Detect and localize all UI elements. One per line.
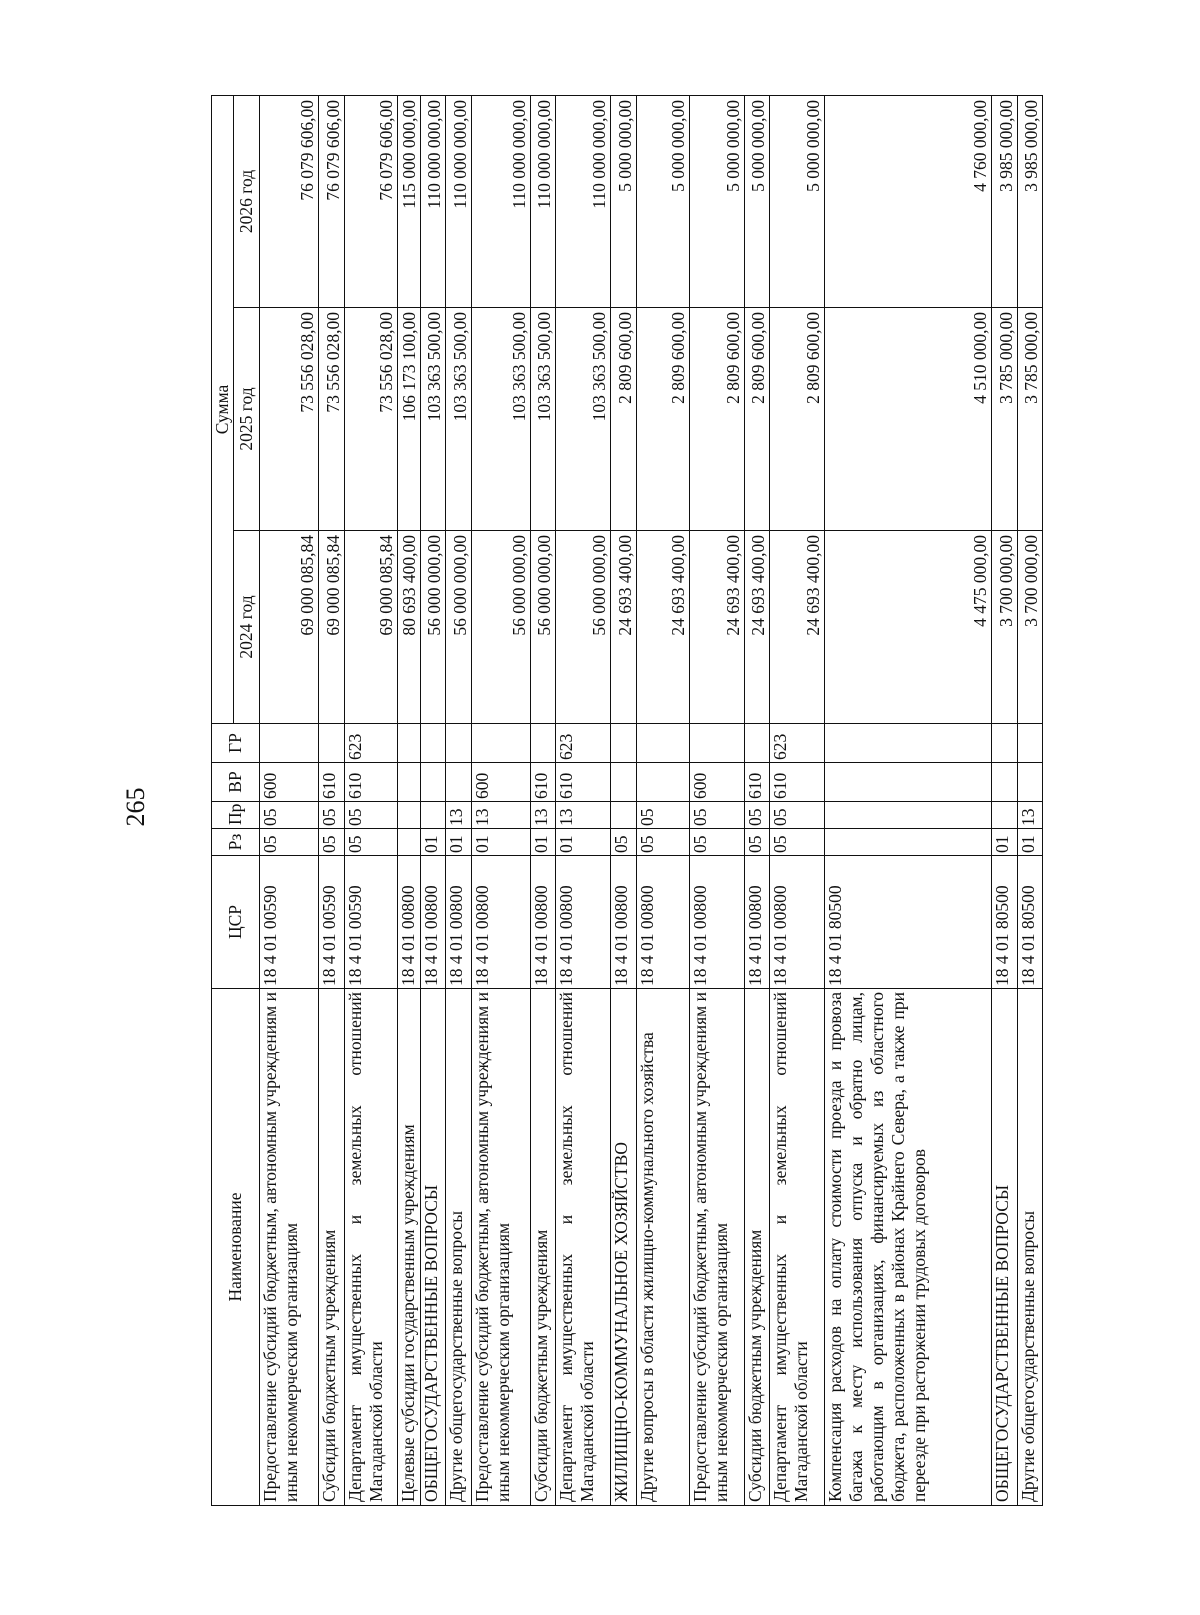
row-vr: 610 <box>556 763 611 802</box>
row-pr: 05 <box>319 802 344 829</box>
row-csr: 18 4 01 00800 <box>446 856 471 989</box>
row-pr: 05 <box>744 802 769 829</box>
row-2025: 103 363 500,00 <box>420 308 445 531</box>
header-rz: Рз <box>212 829 260 856</box>
row-name: Департамент имущественных и земельных отношений Магаданской области <box>344 989 397 1506</box>
row-2026: 110 000 000,00 <box>471 95 530 307</box>
row-2025: 3 785 000,00 <box>1017 308 1043 531</box>
row-pr <box>420 802 445 829</box>
row-2024: 4 475 000,00 <box>824 531 991 724</box>
row-2025: 2 809 600,00 <box>636 308 689 531</box>
row-vr: 610 <box>530 763 555 802</box>
table-row <box>319 95 344 1505</box>
header-csr: ЦСР <box>212 856 260 989</box>
row-2024: 24 693 400,00 <box>689 531 744 724</box>
row-2024: 56 000 000,00 <box>420 531 445 724</box>
row-2025: 73 556 028,00 <box>319 308 344 531</box>
row-rz: 01 <box>530 829 555 856</box>
table-row <box>992 95 1017 1505</box>
row-rz: 01 <box>556 829 611 856</box>
row-2025: 2 809 600,00 <box>769 308 824 531</box>
row-gr <box>420 724 445 763</box>
row-csr: 18 4 01 00590 <box>319 856 344 989</box>
row-vr <box>1017 763 1043 802</box>
row-rz: 05 <box>319 829 344 856</box>
row-csr: 18 4 01 00800 <box>769 856 824 989</box>
page-number: 265 <box>121 787 150 827</box>
row-2025: 3 785 000,00 <box>992 308 1017 531</box>
row-2024: 24 693 400,00 <box>636 531 689 724</box>
header-2024: 2024 год <box>234 531 260 724</box>
row-2024: 24 693 400,00 <box>744 531 769 724</box>
table-body <box>260 95 1043 1505</box>
row-rz <box>397 829 420 856</box>
table-row <box>420 95 445 1505</box>
row-csr: 18 4 01 00590 <box>260 856 319 989</box>
header-2026: 2026 год <box>234 95 260 307</box>
row-vr <box>636 763 689 802</box>
row-2025: 103 363 500,00 <box>471 308 530 531</box>
row-name: Департамент имущественных и земельных отношений Магаданской области <box>556 989 611 1506</box>
row-name: ОБЩЕГОСУДАРСТВЕННЫЕ ВОПРОСЫ <box>420 989 445 1506</box>
row-csr: 18 4 01 00800 <box>556 856 611 989</box>
budget-table <box>211 95 1043 1506</box>
table-row <box>611 95 636 1505</box>
row-2026: 110 000 000,00 <box>420 95 445 307</box>
row-name: Субсидии бюджетным учреждениям <box>530 989 555 1506</box>
table-row <box>397 95 420 1505</box>
row-2026: 76 079 606,00 <box>344 95 397 307</box>
table-row <box>530 95 555 1505</box>
row-csr: 18 4 01 00800 <box>744 856 769 989</box>
row-pr: 13 <box>556 802 611 829</box>
row-vr: 600 <box>471 763 530 802</box>
table-row <box>344 95 397 1505</box>
row-vr: 600 <box>260 763 319 802</box>
row-2025: 103 363 500,00 <box>446 308 471 531</box>
row-name: Субсидии бюджетным учреждениям <box>319 989 344 1506</box>
table-row <box>556 95 611 1505</box>
row-rz: 01 <box>420 829 445 856</box>
row-gr <box>1017 724 1043 763</box>
row-2024: 69 000 085,84 <box>319 531 344 724</box>
row-gr <box>530 724 555 763</box>
row-vr <box>397 763 420 802</box>
table-row <box>769 95 824 1505</box>
row-rz: 05 <box>260 829 319 856</box>
row-gr <box>611 724 636 763</box>
header-pr: Пр <box>212 802 260 829</box>
row-gr: 623 <box>769 724 824 763</box>
row-pr: 13 <box>1017 802 1043 829</box>
row-vr <box>420 763 445 802</box>
table-row <box>446 95 471 1505</box>
row-rz: 05 <box>769 829 824 856</box>
row-2024: 3 700 000,00 <box>992 531 1017 724</box>
row-2026: 110 000 000,00 <box>446 95 471 307</box>
row-2026: 5 000 000,00 <box>689 95 744 307</box>
row-name: Другие общегосударственные вопросы <box>1017 989 1043 1506</box>
row-gr <box>824 724 991 763</box>
row-csr: 18 4 01 80500 <box>992 856 1017 989</box>
row-gr: 623 <box>556 724 611 763</box>
table-row <box>636 95 689 1505</box>
row-2026: 110 000 000,00 <box>556 95 611 307</box>
row-2025: 2 809 600,00 <box>744 308 769 531</box>
row-gr <box>319 724 344 763</box>
row-vr <box>446 763 471 802</box>
row-2025: 2 809 600,00 <box>689 308 744 531</box>
row-vr <box>611 763 636 802</box>
row-2024: 3 700 000,00 <box>1017 531 1043 724</box>
row-2026: 5 000 000,00 <box>769 95 824 307</box>
row-name: Предоставление субсидий бюджетным, автономным учреждениям и иным некоммерческим организациям <box>689 989 744 1506</box>
table-row <box>260 95 319 1505</box>
header-gr: ГР <box>212 724 260 763</box>
row-2026: 76 079 606,00 <box>319 95 344 307</box>
row-pr: 05 <box>260 802 319 829</box>
row-2025: 4 510 000,00 <box>824 308 991 531</box>
row-vr: 610 <box>769 763 824 802</box>
row-gr <box>446 724 471 763</box>
row-name: Компенсация расходов на оплату стоимости проезда и провоза багажа к месту использования отпуска и обратно лицам, работающим в организациях, финансируемых из областного бюджета, расположенных в районах Крайнего Севера, а также при переезде при расторжении трудовых договоров <box>824 989 991 1506</box>
row-name: ЖИЛИЩНО-КОММУНАЛЬНОЕ ХОЗЯЙСТВО <box>611 989 636 1506</box>
row-2025: 73 556 028,00 <box>260 308 319 531</box>
header-sum: Сумма <box>212 95 234 723</box>
row-name: Другие вопросы в области жилищно-коммунального хозяйства <box>636 989 689 1506</box>
row-2026: 5 000 000,00 <box>636 95 689 307</box>
row-rz: 05 <box>744 829 769 856</box>
row-csr: 18 4 01 00800 <box>611 856 636 989</box>
row-rz: 01 <box>446 829 471 856</box>
row-csr: 18 4 01 00800 <box>471 856 530 989</box>
row-2026: 5 000 000,00 <box>744 95 769 307</box>
row-2026: 76 079 606,00 <box>260 95 319 307</box>
header-2025: 2025 год <box>234 308 260 531</box>
row-2026: 3 985 000,00 <box>992 95 1017 307</box>
row-rz: 05 <box>611 829 636 856</box>
row-pr <box>397 802 420 829</box>
row-gr <box>992 724 1017 763</box>
row-name: Департамент имущественных и земельных отношений Магаданской области <box>769 989 824 1506</box>
row-name: Субсидии бюджетным учреждениям <box>744 989 769 1506</box>
row-pr: 05 <box>689 802 744 829</box>
row-vr <box>824 763 991 802</box>
row-pr <box>611 802 636 829</box>
row-gr: 623 <box>344 724 397 763</box>
row-2024: 24 693 400,00 <box>769 531 824 724</box>
row-pr: 13 <box>446 802 471 829</box>
row-2025: 73 556 028,00 <box>344 308 397 531</box>
row-csr: 18 4 01 00800 <box>636 856 689 989</box>
row-csr: 18 4 01 00800 <box>530 856 555 989</box>
row-2026: 4 760 000,00 <box>824 95 991 307</box>
row-2024: 56 000 000,00 <box>556 531 611 724</box>
row-2025: 106 173 100,00 <box>397 308 420 531</box>
row-rz: 05 <box>636 829 689 856</box>
row-2026: 115 000 000,00 <box>397 95 420 307</box>
row-2026: 3 985 000,00 <box>1017 95 1043 307</box>
row-vr: 610 <box>319 763 344 802</box>
row-name: Другие общегосударственные вопросы <box>446 989 471 1506</box>
row-2024: 56 000 000,00 <box>530 531 555 724</box>
row-gr <box>636 724 689 763</box>
row-2025: 103 363 500,00 <box>530 308 555 531</box>
row-gr <box>689 724 744 763</box>
row-rz <box>824 829 991 856</box>
row-2024: 24 693 400,00 <box>611 531 636 724</box>
rotated-table-container <box>211 96 1043 1506</box>
row-gr <box>260 724 319 763</box>
row-pr <box>992 802 1017 829</box>
row-gr <box>397 724 420 763</box>
row-csr: 18 4 01 00800 <box>689 856 744 989</box>
row-vr <box>992 763 1017 802</box>
row-rz: 01 <box>1017 829 1043 856</box>
row-2024: 80 693 400,00 <box>397 531 420 724</box>
row-rz: 01 <box>471 829 530 856</box>
row-csr: 18 4 01 00800 <box>397 856 420 989</box>
row-csr: 18 4 01 00800 <box>420 856 445 989</box>
row-rz: 01 <box>992 829 1017 856</box>
row-2025: 2 809 600,00 <box>611 308 636 531</box>
table-row <box>744 95 769 1505</box>
table-row <box>824 95 991 1505</box>
row-vr: 610 <box>744 763 769 802</box>
row-pr <box>824 802 991 829</box>
row-2024: 69 000 085,84 <box>260 531 319 724</box>
row-gr <box>744 724 769 763</box>
row-gr <box>471 724 530 763</box>
table-row <box>1017 95 1043 1505</box>
row-csr: 18 4 01 00590 <box>344 856 397 989</box>
row-rz: 05 <box>689 829 744 856</box>
row-2026: 110 000 000,00 <box>530 95 555 307</box>
table-row <box>689 95 744 1505</box>
row-pr: 13 <box>471 802 530 829</box>
row-csr: 18 4 01 80500 <box>1017 856 1043 989</box>
row-rz: 05 <box>344 829 397 856</box>
row-csr: 18 4 01 80500 <box>824 856 991 989</box>
row-2024: 69 000 085,84 <box>344 531 397 724</box>
row-pr: 13 <box>530 802 555 829</box>
row-vr: 600 <box>689 763 744 802</box>
row-2025: 103 363 500,00 <box>556 308 611 531</box>
row-2026: 5 000 000,00 <box>611 95 636 307</box>
row-name: Предоставление субсидий бюджетным, автономным учреждениям и иным некоммерческим организациям <box>471 989 530 1506</box>
row-2024: 56 000 000,00 <box>471 531 530 724</box>
row-name: Целевые субсидии государственным учреждениям <box>397 989 420 1506</box>
table-row <box>471 95 530 1505</box>
row-name: Предоставление субсидий бюджетным, автономным учреждениям и иным некоммерческим организациям <box>260 989 319 1506</box>
row-name: ОБЩЕГОСУДАРСТВЕННЫЕ ВОПРОСЫ <box>992 989 1017 1506</box>
row-pr: 05 <box>636 802 689 829</box>
header-name: Наименование <box>212 989 260 1506</box>
row-vr: 610 <box>344 763 397 802</box>
row-pr: 05 <box>769 802 824 829</box>
row-2024: 56 000 000,00 <box>446 531 471 724</box>
header-vr: ВР <box>212 763 260 802</box>
row-pr: 05 <box>344 802 397 829</box>
